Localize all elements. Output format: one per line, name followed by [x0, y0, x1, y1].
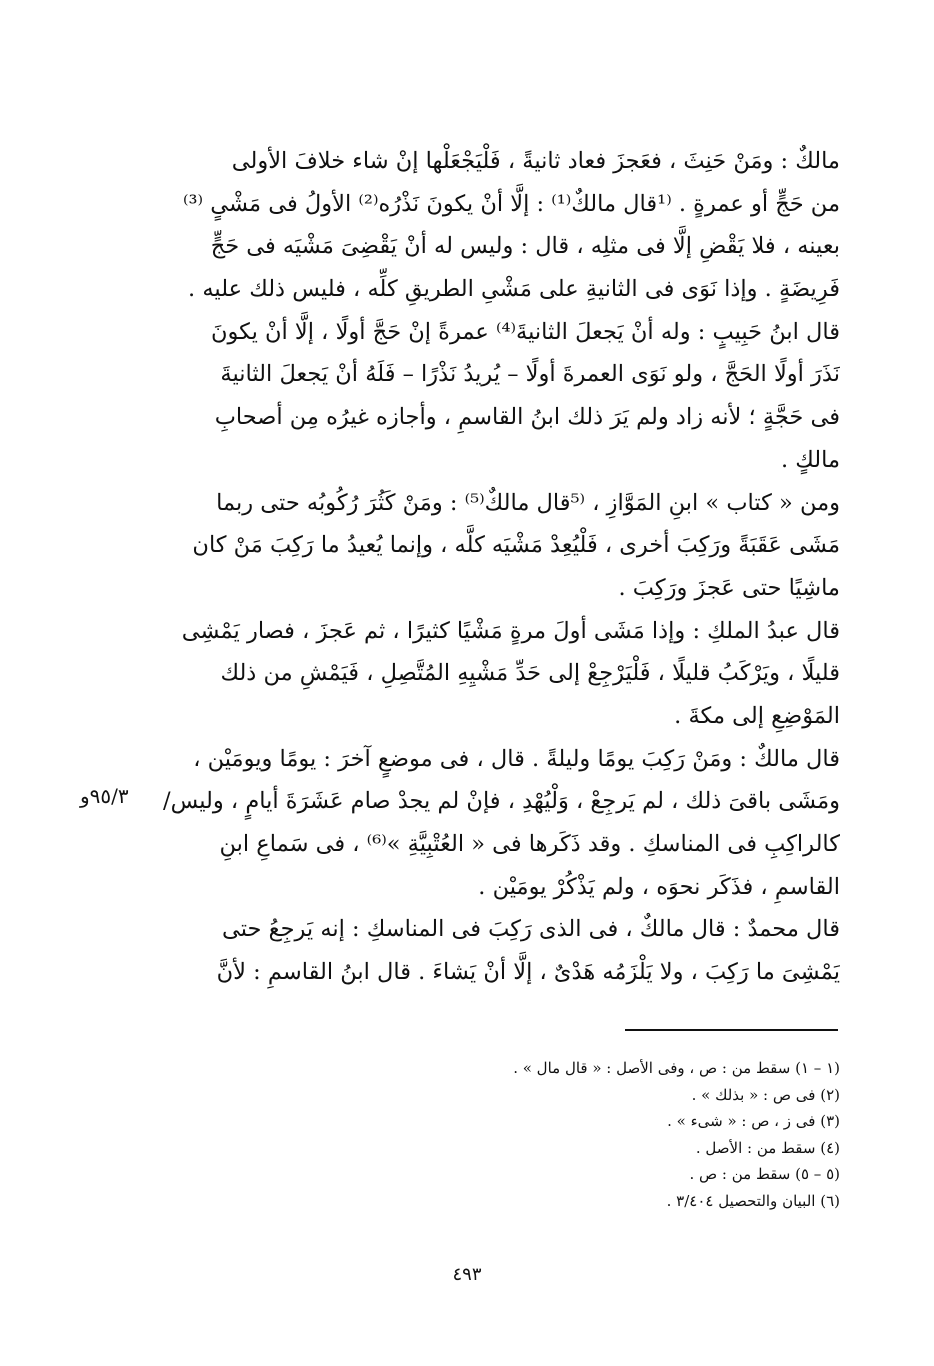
footnote: (٥ – ٥) سقط من : ص .	[689, 1165, 840, 1183]
manuscript-folio-note: ٩٥/٣و	[80, 784, 129, 808]
text-line: بعينه ، فلا يَقْضِ إلَّا فى مثلِه ، قال : وليس له أنْ يَقْضِىَ مَشْيَه فى حَجٍّ	[210, 233, 840, 260]
text-line: القاسمِ ، فذَكَر نحوَه ، ولم يَذْكُرْ يومَيْن .	[478, 873, 840, 900]
text-line: قال ابنُ حَبِيبٍ : وله أنْ يَجعلَ الثانيةَ⁽⁴⁾ عمرةً إنْ حَجَّ أولًا ، إلَّا أنْ يكونَ	[211, 318, 840, 345]
footnote: (٦) البيان والتحصيل ٣/٤٠٤ .	[666, 1191, 840, 1210]
text-line: يَمْشِىَ ما رَكِبَ ، ولا يَلْزَمُه هَدْىٌ ، إلَّا أنْ يَشاءَ . قال ابنُ القاسمِ : لأنَّ	[216, 959, 840, 986]
text-line: مالكٍ .	[780, 446, 840, 473]
text-line: فى حَجَّةٍ ؛ لأنه زاد ولم يَرَ ذلك ابنُ القاسمِ ، وأجازه غيرُه مِن أصحابِ	[214, 404, 840, 431]
text-line: قال محمدٌ : قال مالكٌ ، فى الذى رَكِبَ فى المناسكِ : إنه يَرجِعُ حتى	[222, 916, 840, 943]
footnote: (١ – ١) سقط من : ص ، وفى الأصل : « قال مال » .	[513, 1059, 840, 1077]
text-line: ومن « كتاب » ابنِ المَوَّازِ ، ⁽⁵قال مالكٌ⁽⁵⁾ : ومَنْ كَثُرَ رُكُوبُه حتى ربما	[216, 489, 840, 516]
text-line: مَشَى عَقَبَةً ورَكِبَ أخرى ، فَلْيُعِدْ مَشْيَه كلَّه ، وإنما يُعيدُ ما رَكِبَ مَنْ كان	[192, 532, 840, 559]
page-number: ٤٩٣	[452, 1264, 482, 1285]
footnote: (٢) فى ص : « بذلك » .	[691, 1085, 840, 1104]
text-line: نَذَرَ أولًا الحَجَّ ، ولو نَوَى العمرةَ أولًا – يُريدُ نَذْرًا – فَلَهُ أنْ يَجعلَ الثانيةَ	[220, 361, 840, 388]
footnotes	[480, 1055, 840, 1214]
body-text	[100, 140, 840, 994]
footnote: (٤) سقط من : الأصل .	[695, 1138, 840, 1157]
text-line: ومَشَى باقىَ ذلك ، لم يَرجِعْ ، وَلْيُهْدِ ، فإنْ لم يجدْ صام عَشَرَةَ أيامٍ ، وليس/	[163, 788, 840, 815]
footnote-divider	[625, 1029, 838, 1031]
text-line: قليلًا ، ويَرْكَبُ قليلًا ، فَلْيَرْجِعْ إلى حَدِّ مَشْيِهِ المُتَّصِلِ ، فَيَمْشِ من ذلك	[220, 660, 840, 687]
text-line: من حَجٍّ أو عمرةٍ . ⁽¹قال مالكٌ⁽¹⁾ : إلَّا أنْ يكونَ نَذْرُه⁽²⁾ الأولُ فى مَشْىٍ ⁽³⁾	[182, 190, 840, 217]
text-line: قال عبدُ الملكِ : وإذا مَشَى أولَ مرةٍ مَشْيًا كثيرًا ، ثم عَجزَ ، فصار يَمْشِى	[181, 617, 840, 644]
text-line: فَرِيضَةٍ . وإذا نَوَى فى الثانيةِ على مَشْىِ الطريقِ كلِّه ، فليس ذلك عليه .	[188, 276, 840, 303]
text-line: ماشِيًا حتى عَجزَ ورَكِبَ .	[618, 574, 840, 601]
footnote: (٣) فى ز ، ص : « شىء » .	[667, 1112, 840, 1130]
text-line: مالكٌ : ومَنْ حَنِثَ ، فعَجزَ فعاد ثانيةً ، فَلْيَجْعَلْها إنْ شاء خلافَ الأولى	[231, 148, 840, 174]
text-line: كالراكِبِ فى المناسكِ . وقد ذَكَرها فى « العُتْبِيَّةِ »⁽⁶⁾ ، فى سَماعِ ابنِ	[219, 831, 840, 857]
text-line: المَوْضِعِ إلى مكةَ .	[674, 702, 840, 729]
text-line: قال مالكٌ : ومَنْ رَكِبَ يومًا وليلةً . قال ، فى موضعٍ آخرَ : يومًا ويومَيْن ،	[193, 745, 840, 772]
